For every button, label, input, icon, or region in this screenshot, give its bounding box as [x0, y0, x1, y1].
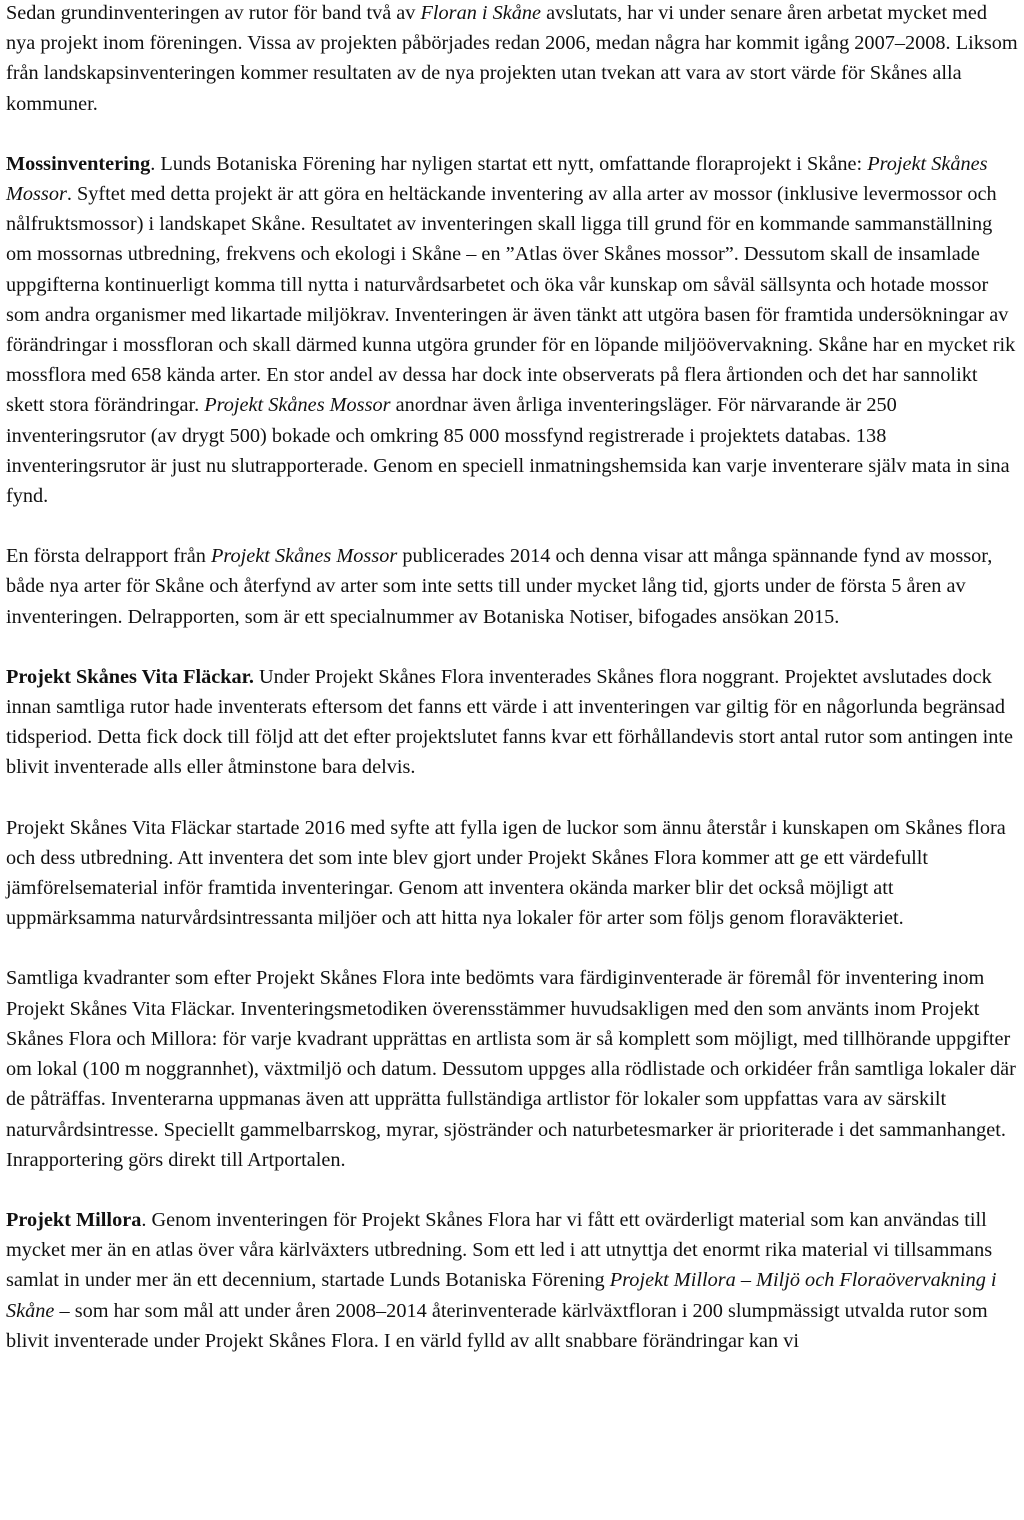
vita2-text: Projekt Skånes Vita Fläckar startade 2016 med syfte att fylla igen de luckor som ännu återstår i kunskapen om Skånes flora och dess utbredning. Att inventera det som inte blev gjort under Projekt Skånes Flora kommer att ge ett värdefullt jämförelsematerial inför framtida inventeringar. Genom att inventera okända marker blir det också möjligt att uppmärksamma naturvårdsintressanta miljöer och att hitta nya lokaler för arter som följs genom floraväkteriet. [6, 816, 1006, 930]
millora-heading: Projekt Millora [6, 1208, 142, 1231]
report-text-2: publicerades 2014 och denna visar att många spännande fynd av mossor, både nya arter för Skåne och återfynd av arter som inte setts till under mycket lång tid, gjorts under de första 5 åren av inventeringen. Delrapporten, som är ett specialnummer av Botaniska Notiser, bifogades ansökan 2015. [6, 545, 993, 628]
report-italic-project: Projekt Skånes Mossor [210, 545, 398, 568]
moss-text-1: . Lunds Botaniska Förening har nyligen startat ett nytt, omfattande floraprojekt i Skåne: [150, 152, 868, 175]
moss-italic-project-2: Projekt Skånes Mossor [204, 394, 391, 417]
millora-text-2: – som har som mål att under åren 2008–2014 återinventerade kärlväxtfloran i 200 slumpmässigt utvalda rutor som blivit inventerade under Projekt Skånes Flora. I en värld fylld av allt snabbare förändringar kan vi [6, 1299, 988, 1352]
vita-flackar-heading: Projekt Skånes Vita Fläckar. [6, 665, 254, 688]
intro-text-1: Sedan grundinventeringen av rutor för band två av [6, 2, 421, 24]
vita1-text: Under Projekt Skånes Flora inventerades Skånes flora noggrant. Projektet avslutades dock innan samtliga rutor hade inventerats eftersom det fanns ett värde i att inventeringen var giltig för en någorlunda begränsad tidsperiod. Detta fick dock till följd att det efter projektslutet fanns kvar ett förhållandevis stort antal rutor som antingen inte blivit inventerade alls eller åtminstone bara delvis. [6, 665, 1014, 779]
paragraph-delrapport [6, 541, 1018, 632]
paragraph-millora [6, 1205, 1018, 1356]
paragraph-intro [6, 0, 1018, 119]
paragraph-mossinventering [6, 149, 1018, 511]
intro-text-2: avslutats, har vi under senare åren arbetat mycket med nya projekt inom föreningen. Vissa av projekten påbörjades redan 2006, medan några har kommit igång 2007–2008. Liksom från landskapsinventeringen kommer resultaten av de nya projekten utan tvekan att vara av stort värde för Skånes alla kommuner. [6, 2, 1018, 115]
intro-italic-title: Floran i Skåne [420, 2, 542, 24]
moss-text-3: anordnar även årliga inventeringsläger. För närvarande är 250 inventeringsrutor (av drygt 500) bokade och omkring 85 000 mossfynd registrerade i projektets databas. 138 inventeringsrutor är just nu slutrapporterade. Genom en speciell inmatningshemsida kan varje inventerare själv mata in sina fynd. [6, 394, 1010, 508]
moss-text-2: . Syftet med detta projekt är att göra en heltäckande inventering av alla arter av mossor (inklusive levermossor och nålfruktsmossor) i landskapet Skåne. Resultatet av inventeringen skall ligga till grund för en kommande sammanställning om mossornas utbredning, frekvens och ekologi i Skåne – en ”Atlas över Skånes mossor”. Dessutom skall de insamlade uppgifterna kontinuerligt komma till nytta i naturvårdsarbetet och öka vår kunskap om såväl sällsynta och hotade mossor som andra organismer med likartade miljökrav. Inventeringen är även tänkt att utgöra basen för framtida undersökningar av förändringar i mossfloran och skall därmed kunna utgöra grunder för en löpande miljöövervakning. Skåne har en mycket rik mossflora med 658 kända arter. En stor andel av dessa har dock inte observerats på flera årtionden och det har sannolikt skett stora förändringar. [6, 183, 1016, 417]
paragraph-vita-flackar-3 [6, 963, 1018, 1174]
paragraph-vita-flackar-2 [6, 813, 1018, 934]
paragraph-vita-flackar-1 [6, 662, 1018, 783]
mossinventering-heading: Mossinventering [6, 152, 151, 175]
moss-italic-project-1: Projekt Skånes Mossor [6, 152, 988, 206]
report-text-1: En första delrapport från [6, 545, 211, 568]
millora-italic-title: Projekt Millora – Miljö och Floraövervakning i Skåne [6, 1269, 997, 1322]
millora-text-1: . Genom inventeringen för Projekt Skånes Flora har vi fått ett ovärderligt material som kan användas till mycket mer än en atlas över våra kärlväxters utbredning. Som ett led i att utnyttja det enormt rika material vi tillsammans samlat in under mer än ett decennium, startade Lunds Botaniska Förening [6, 1208, 993, 1292]
vita3-text: Samtliga kvadranter som efter Projekt Skånes Flora inte bedömts vara färdiginventerade är föremål för inventering inom Projekt Skånes Vita Fläckar. Inventeringsmetodiken överensstämmer huvudsakligen med den som använts inom Projekt Skånes Flora och Millora: för varje kvadrant upprättas en artlista som är så komplett som möjligt, med tillhörande uppgifter om lokal (100 m noggrannhet), växtmiljö och datum. Dessutom uppges alla rödlistade och orkidéer från samtliga lokaler där de påträffas. Inventerarna uppmanas även att upprätta fullständiga artlistor för lokaler som uppfattas vara av särskilt naturvårdsintresse. Speciellt gammelbarrskog, myrar, sjöstränder och naturbetesmarker är prioriterade i det sammanhanget. Inrapportering görs direkt till Artportalen. [6, 967, 1016, 1171]
